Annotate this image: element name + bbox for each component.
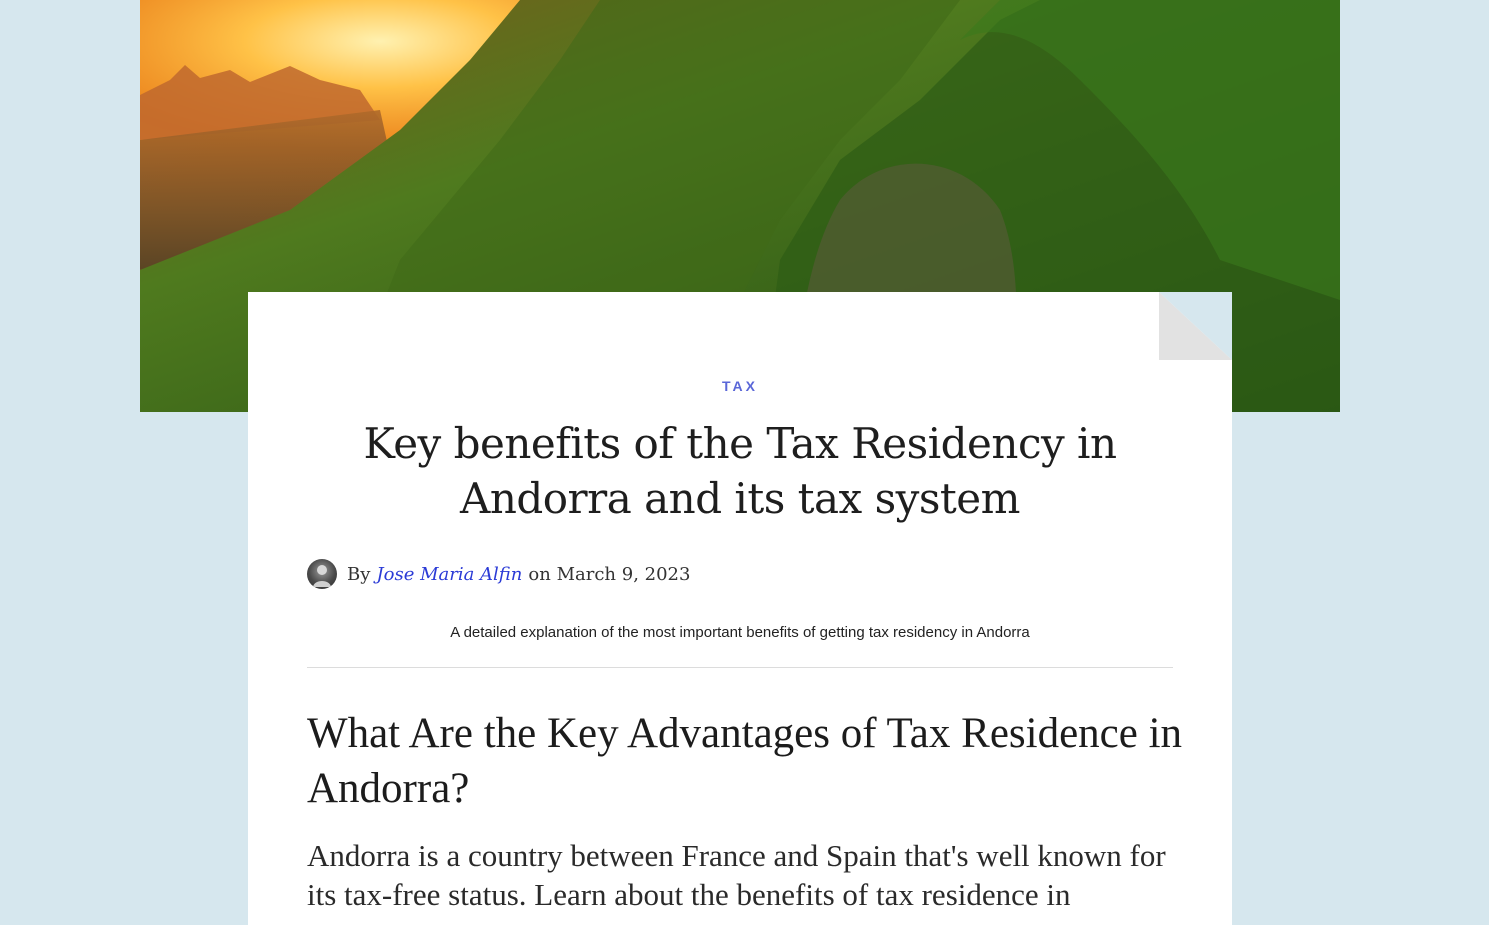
- publish-date: March 9, 2023: [556, 563, 691, 585]
- author-avatar[interactable]: [307, 559, 337, 589]
- intro-paragraph: Andorra is a country between France and Spain that's well known for its tax-free status. Learn about the benefits of tax residence in: [307, 838, 1166, 912]
- article-card: [248, 292, 1232, 925]
- byline: [307, 559, 690, 589]
- author-link[interactable]: Jose Maria Alfin: [376, 563, 523, 585]
- byline-on-label: on: [528, 563, 551, 585]
- section-heading: What Are the Key Advantages of Tax Residence in Andorra?: [307, 710, 1183, 812]
- divider: [307, 667, 1173, 668]
- person-icon: [307, 559, 337, 589]
- article-title: Key benefits of the Tax Residency in Andorra and its tax system: [363, 419, 1117, 523]
- category-link[interactable]: TAX: [722, 378, 758, 394]
- article-excerpt: A detailed explanation of the most important benefits of getting tax residency in Andorra: [450, 624, 1030, 641]
- folded-corner-icon: [1159, 292, 1232, 360]
- byline-by-label: By: [347, 563, 371, 585]
